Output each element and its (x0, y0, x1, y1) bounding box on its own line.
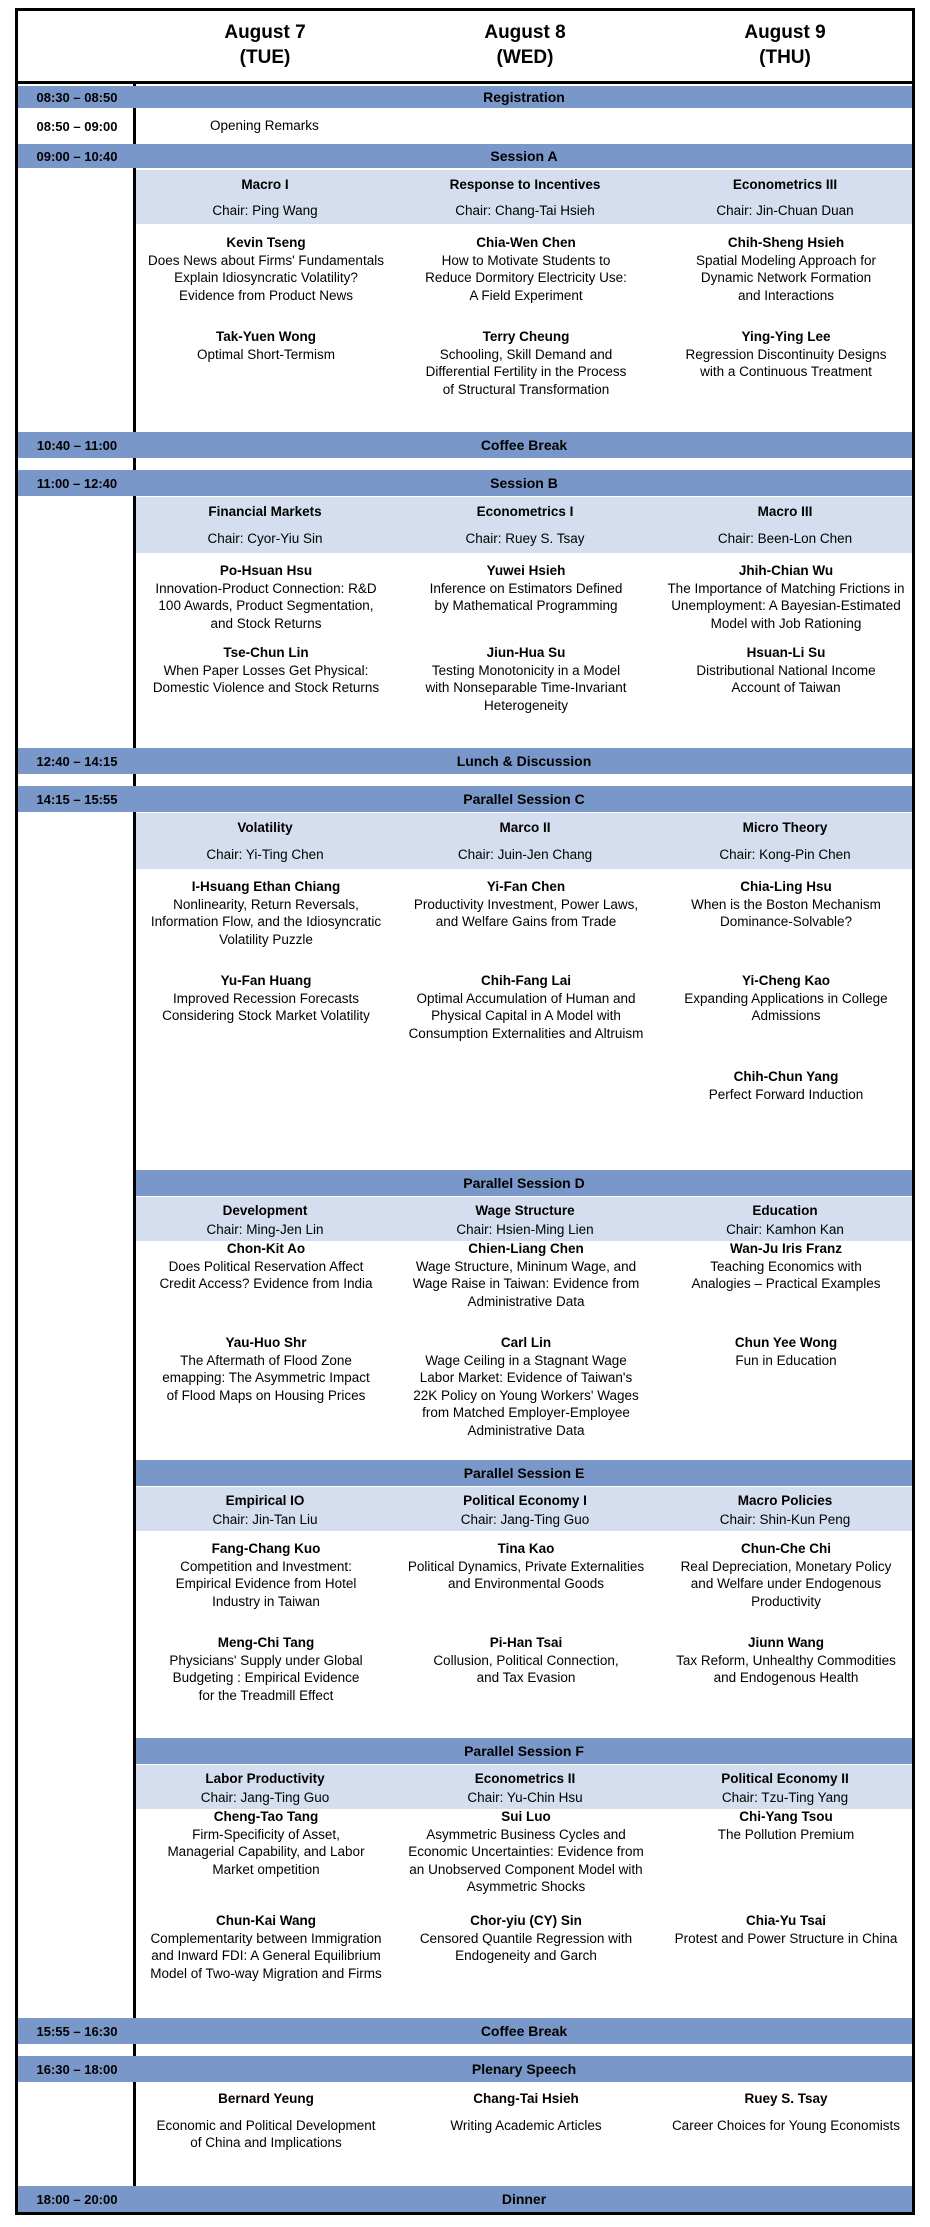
plenary-bar: Plenary Speech (136, 2056, 912, 2082)
presentation (656, 328, 916, 381)
presentation (396, 1334, 656, 1439)
presenter-name: Yi-Cheng Kao (741, 973, 830, 988)
presenter-name: Tina Kao (497, 1541, 555, 1556)
paper-title-line: Consumption Externalities and Altruism (408, 1025, 644, 1041)
presenter-name: Chun-Che Chi (741, 1541, 831, 1556)
session-a-bar: Session A (136, 144, 912, 168)
day-header-aug8 (395, 20, 655, 70)
paper-title-line: Complementarity between Immigration (150, 1930, 382, 1946)
paper-title-line: for the Treadmill Effect (198, 1687, 334, 1703)
time-slot: 11:00 – 12:40 (18, 470, 136, 496)
paper-title-line: Testing Monotonicity in a Model (431, 662, 621, 678)
chair-label: Chair: Been-Lon Chen (717, 531, 853, 546)
presentation (656, 1634, 916, 1687)
paper-title-line: Differential Fertility in the Process (425, 364, 627, 379)
paper-title-line: Information Flow, and the Idiosyncratic (150, 914, 382, 929)
day-header-aug7 (135, 20, 395, 70)
presenter-name: Jiunn Wang (748, 1635, 824, 1650)
presentation (656, 562, 916, 632)
paper-title-line: by Mathematical Programming (434, 598, 618, 613)
paper-title-line: Productivity Investment, Power Laws, (413, 896, 639, 912)
paper-title-line: Evidence from Product News (178, 287, 354, 303)
chair-label: Chair: Ming-Jen Lin (206, 1222, 324, 1237)
talk-title-line: Writing Academic Articles (450, 2117, 602, 2133)
paper-title-line: Account of Taiwan (731, 680, 841, 695)
day-date: August 7 (224, 22, 306, 43)
presenter-name: Ying-Ying Lee (741, 329, 831, 344)
track-title: Volatility (237, 820, 293, 835)
presentation (656, 644, 916, 697)
paper-title-line: Innovation-Product Connection: R&D (155, 580, 377, 596)
spacer (136, 2108, 396, 2117)
parallel-session-d-bar: Parallel Session D (136, 1170, 912, 1196)
paper-title-line: Domestic Violence and Stock Returns (152, 680, 380, 695)
presentation (396, 328, 656, 398)
paper-title-line: Nonlinearity, Return Reversals, (173, 896, 359, 912)
time-slot: 08:30 – 08:50 (18, 86, 136, 108)
presentation (656, 234, 916, 304)
presenter-name: Meng-Chi Tang (217, 1635, 315, 1650)
chair-label: Chair: Jang-Ting Guo (460, 1512, 590, 1527)
paper-title-line: Physicians' Supply under Global (169, 1652, 363, 1668)
presenter-name: Kevin Tseng (226, 235, 306, 250)
paper-title-line: Expanding Applications in College (684, 990, 888, 1006)
lunch-bar: Lunch & Discussion (136, 748, 912, 774)
paper-title-line: Managerial Capability, and Labor (167, 1844, 365, 1859)
presentation (396, 644, 656, 714)
track-title: Econometrics II (474, 1771, 576, 1786)
presenter-name: Jhih-Chian Wu (738, 563, 834, 578)
time-slot: 08:50 – 09:00 (36, 118, 118, 134)
paper-title-line: Endogeneity and Garch (455, 1948, 597, 1963)
paper-title-line: Teaching Economics with (710, 1258, 862, 1274)
presenter-name: Chon-Kit Ao (226, 1241, 306, 1256)
chair-label: Chair: Cyor-Yiu Sin (207, 531, 323, 546)
parallel-session-f-bar: Parallel Session F (136, 1738, 912, 1764)
paper-title-line: and Interactions (737, 287, 835, 303)
presenter-name: Chien-Liang Chen (468, 1241, 584, 1256)
chair-label: Chair: Ruey S. Tsay (465, 531, 585, 546)
presentation (396, 1240, 656, 1310)
paper-title-line: Wage Ceiling in a Stagnant Wage (425, 1352, 627, 1368)
chair-label: Chair: Jang-Ting Guo (200, 1790, 330, 1805)
presenter-name: Chia-Ling Hsu (740, 879, 832, 894)
chair-label: Chair: Jin-Tan Liu (212, 1512, 318, 1527)
paper-title-line: Firm-Specificity of Asset, (192, 1826, 340, 1842)
paper-title-line: Credit Access? Evidence from India (159, 1276, 373, 1291)
parallel-session-c-bar: Parallel Session C (136, 786, 912, 812)
presentation (136, 1240, 396, 1293)
paper-title-line: The Importance of Matching Frictions in (667, 580, 905, 596)
time-slot: 10:40 – 11:00 (18, 432, 136, 458)
presenter-name: Chia-Wen Chen (476, 235, 576, 250)
paper-title-line: Political Dynamics, Private Externalities (407, 1558, 645, 1574)
paper-title-line: Perfect Forward Induction (708, 1086, 864, 1102)
paper-title-line: Optimal Short-Termism (196, 346, 336, 362)
paper-title-line: Market ompetition (212, 1861, 320, 1877)
presentation (136, 234, 396, 304)
day-weekday: (THU) (759, 47, 811, 68)
presentation (396, 562, 656, 615)
paper-title-line: Considering Stock Market Volatility (162, 1008, 370, 1023)
presenter-name: Chih-Fang Lai (481, 973, 571, 988)
track-title: Econometrics III (732, 177, 838, 192)
track-title: Macro Policies (737, 1493, 833, 1508)
presenter-name: Jiun-Hua Su (486, 645, 566, 660)
dinner-bar: Dinner (136, 2186, 912, 2212)
presenter-name: Chun-Kai Wang (216, 1913, 316, 1928)
presenter-name: Chor-yiu (CY) Sin (470, 1913, 582, 1928)
time-slot: 14:15 – 15:55 (18, 786, 136, 812)
paper-title-line: Regression Discontinuity Designs (685, 346, 887, 362)
paper-title-line: Administrative Data (467, 1422, 585, 1438)
time-slot: 12:40 – 14:15 (18, 748, 136, 774)
track-title: Development (222, 1203, 308, 1218)
coffee-break-bar: Coffee Break (136, 432, 912, 458)
paper-title-line: Protest and Power Structure in China (674, 1930, 898, 1946)
spacer (396, 2108, 656, 2117)
track-title: Wage Structure (475, 1203, 575, 1218)
presenter-name: Carl Lin (500, 1335, 552, 1350)
paper-title-line: How to Motivate Students to (441, 252, 611, 268)
presentation (136, 1912, 396, 1982)
paper-title-line: emapping: The Asymmetric Impact (162, 1370, 370, 1385)
chair-label: Chair: Ping Wang (212, 203, 318, 218)
presenter-name: Cheng-Tao Tang (213, 1809, 319, 1824)
presenter-name: Pi-Han Tsai (489, 1635, 563, 1650)
paper-title-line: Physical Capital in A Model with (431, 1008, 621, 1023)
presenter-name: Chia-Yu Tsai (745, 1913, 827, 1928)
track-title: Financial Markets (208, 504, 322, 519)
paper-title-line: Heterogeneity (483, 697, 569, 713)
paper-title-line: Does Political Reservation Affect (168, 1258, 364, 1274)
presentation (136, 562, 396, 632)
presenter-name: Yuwei Hsieh (486, 563, 566, 578)
paper-title-line: Empirical Evidence from Hotel (175, 1576, 357, 1591)
paper-title-line: and Tax Evasion (476, 1670, 576, 1685)
presenter-name: Fang-Chang Kuo (211, 1541, 321, 1556)
presentation (396, 1634, 656, 1687)
track-title: Political Economy I (463, 1493, 587, 1508)
presenter-name: Po-Hsuan Hsu (219, 563, 313, 578)
time-slot: 16:30 – 18:00 (18, 2056, 136, 2082)
presentation (656, 1068, 916, 1103)
paper-title-line: When Paper Losses Get Physical: (163, 662, 369, 678)
presenter-name: Chun Yee Wong (734, 1335, 838, 1350)
speaker-name: Ruey S. Tsay (744, 2091, 828, 2106)
paper-title-line: Analogies – Practical Examples (691, 1276, 881, 1291)
speaker-name: Chang-Tai Hsieh (473, 2091, 579, 2106)
paper-title-line: Industry in Taiwan (212, 1593, 320, 1609)
paper-title-line: 22K Policy on Young Workers' Wages (413, 1387, 639, 1403)
presentation (136, 644, 396, 697)
paper-title-line: and Environmental Goods (447, 1576, 605, 1591)
paper-title-line: Administrative Data (467, 1293, 585, 1309)
paper-title-line: of Structural Transformation (442, 381, 610, 397)
presentation (396, 1540, 656, 1593)
paper-title-line: Tax Reform, Unhealthy Commodities (676, 1652, 896, 1668)
paper-title-line: Collusion, Political Connection, (433, 1652, 619, 1668)
track-title: Response to Incentives (449, 177, 601, 192)
presentation (396, 234, 656, 304)
paper-title-line: Fun in Education (735, 1352, 837, 1368)
paper-title-line: Explain Idiosyncratic Volatility? (174, 270, 358, 285)
paper-title-line: an Unobserved Component Model with (409, 1861, 643, 1877)
presentation (656, 878, 916, 931)
paper-title-line: Unemployment: A Bayesian-Estimated (671, 598, 901, 613)
presentation (396, 1808, 656, 1896)
presenter-name: Yu-Fan Huang (220, 973, 312, 988)
presenter-name: Yau-Huo Shr (225, 1335, 307, 1350)
paper-title-line: of Flood Maps on Housing Prices (166, 1387, 366, 1403)
track-title: Macro III (757, 504, 813, 519)
presenter-name: I-Hsuang Ethan Chiang (191, 879, 341, 894)
presenter-name: Terry Cheung (482, 329, 570, 344)
paper-title-line: Distributional National Income (696, 662, 876, 678)
chair-label: Chair: Chang-Tai Hsieh (455, 203, 595, 218)
paper-title-line: and Inward FDI: A General Equilibrium (151, 1948, 381, 1963)
paper-title-line: Productivity (751, 1593, 821, 1609)
paper-title-line: Does News about Firms' Fundamentals (148, 252, 384, 268)
presentation (136, 1634, 396, 1704)
presentation (136, 972, 396, 1025)
paper-title-line: Improved Recession Forecasts (172, 990, 360, 1006)
speaker-name: Bernard Yeung (218, 2091, 314, 2106)
paper-title-line: Asymmetric Shocks (466, 1879, 586, 1894)
talk-title-line: Career Choices for Young Economists (671, 2117, 901, 2133)
day-header-aug9 (655, 20, 915, 70)
chair-label: Chair: Tzu-Ting Yang (721, 1790, 849, 1805)
presentation (136, 878, 396, 948)
presentation (136, 1808, 396, 1878)
paper-title-line: Model with Job Rationing (710, 615, 862, 631)
paper-title-line: Labor Market: Evidence of Taiwan's (419, 1370, 633, 1385)
talk-title-line: of China and Implications (190, 2135, 342, 2150)
day-weekday: (WED) (496, 47, 554, 68)
chair-label: Chair: Kong-Pin Chen (719, 847, 851, 862)
paper-title-line: The Pollution Premium (717, 1826, 855, 1842)
paper-title-line: and Endogenous Health (713, 1670, 859, 1685)
presentation (656, 1808, 916, 1843)
presenter-name: Yi-Fan Chen (486, 879, 566, 894)
presenter-name: Wan-Ju Iris Franz (729, 1241, 842, 1256)
presenter-name: Hsuan-Li Su (746, 645, 826, 660)
paper-title-line: A Field Experiment (469, 287, 583, 303)
presentation (396, 878, 656, 931)
chair-label: Chair: Hsien-Ming Lien (456, 1222, 594, 1237)
plenary-talk (396, 2090, 656, 2134)
paper-title-line: Dominance-Solvable? (719, 914, 853, 929)
paper-title-line: Asymmetric Business Cycles and (426, 1826, 626, 1842)
presentation (136, 328, 396, 363)
presentation (656, 972, 916, 1025)
time-column (15, 84, 136, 2215)
presentation (656, 1240, 916, 1293)
track-title: Empirical IO (225, 1493, 305, 1508)
chair-label: Chair: Kamhon Kan (726, 1222, 844, 1237)
presentation (656, 1540, 916, 1610)
header-divider (15, 81, 915, 84)
paper-title-line: Inference on Estimators Defined (429, 580, 623, 596)
paper-title-line: Wage Raise in Taiwan: Evidence from (412, 1276, 640, 1291)
paper-title-line: 100 Awards, Product Segmentation, (158, 598, 374, 613)
paper-title-line: with Nonseparable Time-Invariant (425, 680, 627, 695)
time-slot: 15:55 – 16:30 (18, 2018, 136, 2044)
plenary-talk (136, 2090, 396, 2152)
paper-title-line: When is the Boston Mechanism (691, 896, 881, 912)
paper-title-line: Optimal Accumulation of Human and (416, 990, 636, 1006)
paper-title-line: Economic Uncertainties: Evidence from (408, 1844, 644, 1859)
presenter-name: Sui Luo (501, 1809, 551, 1824)
opening-remarks: Opening Remarks (210, 118, 319, 133)
paper-title-line: Dynamic Network Formation (700, 270, 872, 285)
presentation (396, 1912, 656, 1965)
paper-title-line: Model of Two-way Migration and Firms (150, 1965, 382, 1981)
paper-title-line: Volatility Puzzle (219, 931, 313, 947)
track-title: Education (752, 1203, 818, 1218)
chair-label: Chair: Jin-Chuan Duan (716, 203, 854, 218)
track-title: Labor Productivity (205, 1771, 325, 1786)
presentation (136, 1540, 396, 1610)
paper-title-line: Censored Quantile Regression with (419, 1930, 633, 1946)
presenter-name: Chi-Yang Tsou (739, 1809, 833, 1824)
chair-label: Chair: Juin-Jen Chang (457, 847, 593, 862)
presenter-name: Chih-Chun Yang (733, 1069, 839, 1084)
presentation (136, 1334, 396, 1404)
presenter-name: Chih-Sheng Hsieh (727, 235, 845, 250)
paper-title-line: and Stock Returns (210, 615, 322, 631)
paper-title-line: Schooling, Skill Demand and (439, 346, 613, 362)
presentation (396, 972, 656, 1042)
paper-title-line: Competition and Investment: (180, 1558, 352, 1574)
paper-title-line: Spatial Modeling Approach for (695, 252, 877, 268)
chair-label: Chair: Yu-Chin Hsu (467, 1790, 583, 1805)
plenary-talk (656, 2090, 916, 2134)
registration-bar: Registration (136, 86, 912, 108)
talk-title-line: Economic and Political Development (156, 2117, 376, 2133)
chair-label: Chair: Yi-Ting Chen (206, 847, 324, 862)
spacer (656, 2108, 916, 2117)
track-title: Econometrics I (476, 504, 574, 519)
day-weekday: (TUE) (239, 47, 291, 68)
presentation (656, 1912, 916, 1947)
time-slot: 18:00 – 20:00 (18, 2186, 136, 2212)
track-title: Macro I (241, 177, 289, 192)
paper-title-line: Real Depreciation, Monetary Policy (680, 1558, 892, 1574)
parallel-session-e-bar: Parallel Session E (136, 1460, 912, 1486)
presentation (656, 1334, 916, 1369)
track-title: Political Economy II (721, 1771, 849, 1786)
presenter-name: Tse-Chun Lin (223, 645, 309, 660)
coffee-break-bar: Coffee Break (136, 2018, 912, 2044)
track-title: Micro Theory (742, 820, 828, 835)
paper-title-line: Reduce Dormitory Electricity Use: (425, 270, 627, 285)
paper-title-line: and Welfare under Endogenous (690, 1576, 882, 1591)
paper-title-line: from Matched Employer-Employee (422, 1405, 630, 1420)
time-slot: 09:00 – 10:40 (18, 144, 136, 168)
paper-title-line: Budgeting : Empirical Evidence (172, 1670, 360, 1685)
paper-title-line: and Welfare Gains from Trade (435, 914, 617, 929)
day-date: August 9 (744, 22, 826, 43)
paper-title-line: Admissions (751, 1008, 821, 1023)
track-title: Marco II (499, 820, 551, 835)
paper-title-line: Wage Structure, Mininum Wage, and (415, 1258, 637, 1274)
day-date: August 8 (484, 22, 566, 43)
chair-label: Chair: Shin-Kun Peng (719, 1512, 851, 1527)
paper-title-line: with a Continuous Treatment (700, 364, 872, 379)
paper-title-line: The Aftermath of Flood Zone (180, 1352, 352, 1368)
session-b-bar: Session B (136, 470, 912, 496)
presenter-name: Tak-Yuen Wong (215, 329, 316, 344)
